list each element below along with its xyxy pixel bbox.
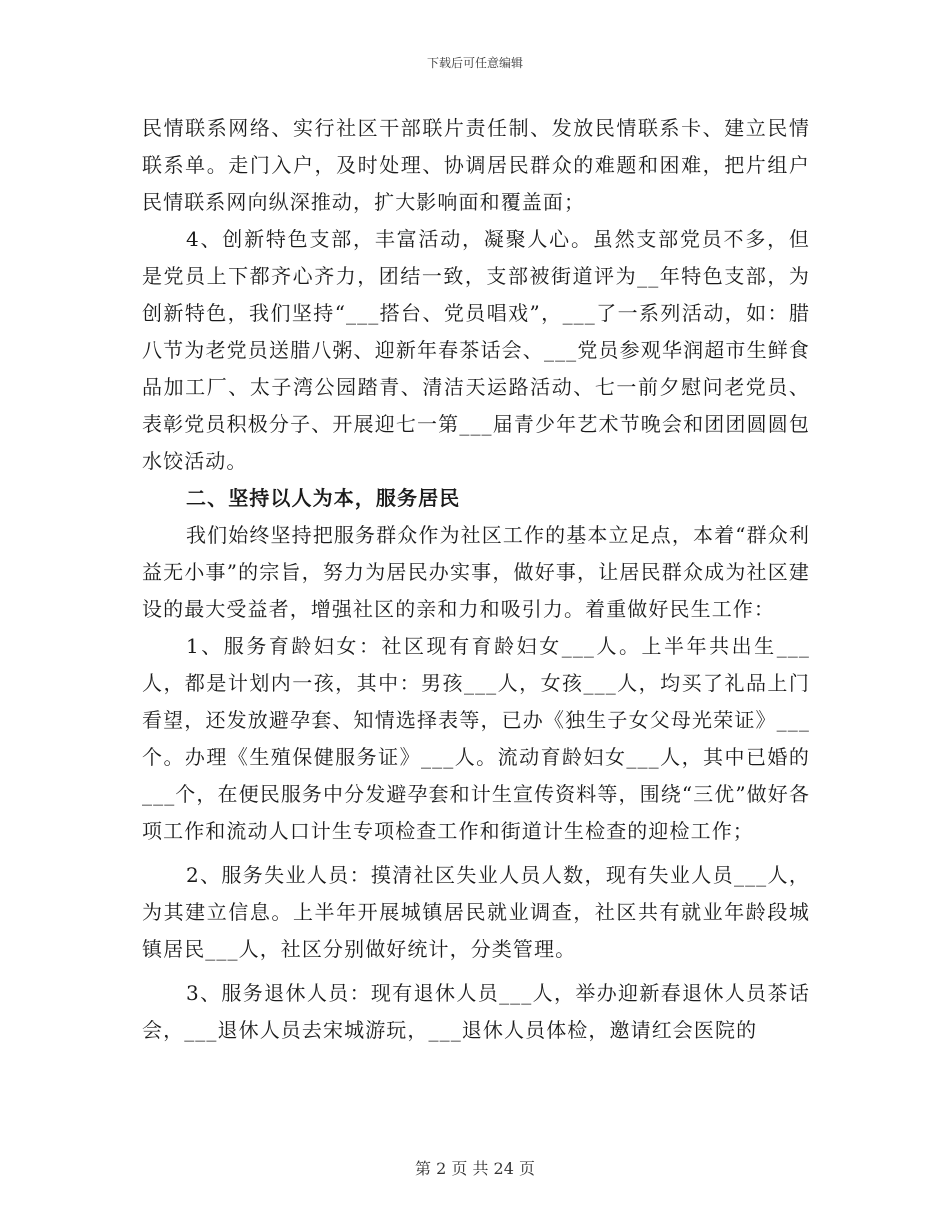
section-heading: 二、坚持以人为本，服务居民 xyxy=(186,486,461,510)
paragraph-service-intro: 我们始终坚持把服务群众作为社区工作的基本立足点，本着“群众利益无小事”的宗旨，努力为居民办实事，做好事，让居民群众成为社区建设的最大受益者，增强社区的亲和力和吸引力。着重做好民生工作： xyxy=(142,523,810,621)
document-body xyxy=(142,110,810,1049)
paragraph-network: 民情联系网络、实行社区干部联片责任制、发放民情联系卡、建立民情联系单。走门入户，及时处理、协调居民群众的难题和困难，把片组户民情联系网向纵深推动，扩大影响面和覆盖面； xyxy=(142,116,810,214)
paragraph-unemployed-service: 2、服务失业人员：摸清社区失业人员人数，现有失业人员___人，为其建立信息。上半年开展城镇居民就业调查，社区共有就业年龄段城镇居民___人，社区分别做好统计，分类管理。 xyxy=(142,863,810,961)
page-number: 第 2 页 共 24 页 xyxy=(415,1159,535,1178)
paragraph-women-service: 1、服务育龄妇女：社区现有育龄妇女___人。上半年共出生___人，都是计划内一孩，其中：男孩___人，女孩___人，均买了礼品上门看望，还发放避孕套、知情选择表等，已办《独生子女父母光荣证》___个。办理《生殖保健服务证》___人。流动育龄妇女___人，其中已婚的___个，在便民服务中分发避孕套和计生宣传资料等，围绕“三优”做好各项工作和流动人口计生专项检查工作和街道计生检查的迎检工作； xyxy=(142,634,810,843)
page-header: 下载后可任意编辑 xyxy=(426,56,523,70)
paragraph-retired-service: 3、服务退休人员：现有退休人员___人，举办迎新春退休人员茶话会，___退休人员去宋城游玩，___退休人员体检，邀请红会医院的 xyxy=(142,981,810,1042)
paragraph-branch-activities: 4、创新特色支部，丰富活动，凝聚人心。虽然支部党员不多，但是党员上下都齐心齐力，团结一致，支部被街道评为__年特色支部，为创新特色，我们坚持“___搭台、党员唱戏”，___了一系列活动，如：腊八节为老党员送腊八粥、迎新年春茶话会、___党员参观华润超市生鲜食品加工厂、太子湾公园踏青、清洁天运路活动、七一前夕慰问老党员、表彰党员积极分子、开展迎七一第___届青少年艺术节晚会和团团圆圆包水饺活动。 xyxy=(142,227,810,473)
